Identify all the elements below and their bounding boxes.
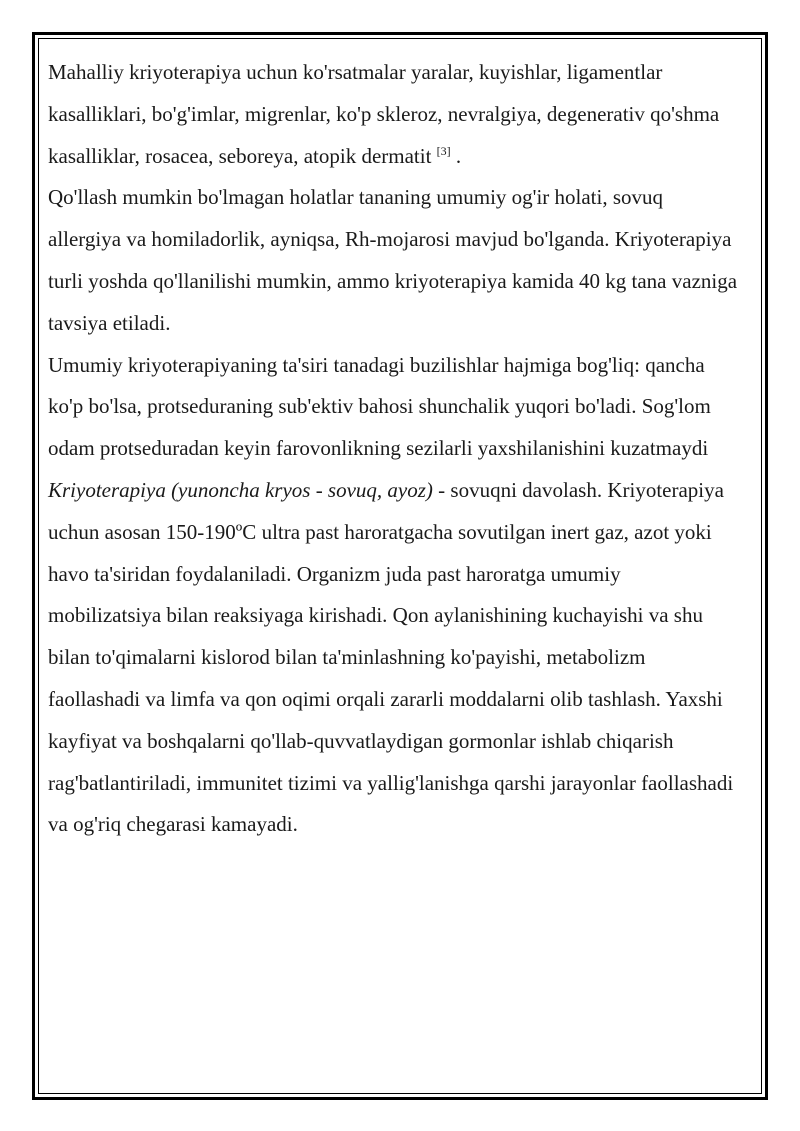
paragraph-contraindications: Qo'llash mumkin bo'lmagan holatlar tananing umumiy og'ir holati, sovuq allergiya va homiladorlik, ayniqsa, Rh-mojarosi mavjud bo'lganda. Kriyoterapiya turli yoshda qo'llanilishi mumkin, ammo kriyoterapiya kamida 40 kg tana vazniga tavsiya etiladi. xyxy=(48,185,738,335)
paragraph-end: . xyxy=(455,143,462,168)
paragraph-general-effect: Umumiy kriyoterapiyaning ta'siri tanadagi buzilishlar hajmiga bog'liq: qancha ko'p bo'lsa, protseduraning sub'ektiv bahosi shunchalik yuqori bo'ladi. Sog'lom odam protseduradan keyin farovonlikning sezilarli yaxshilanishini kuzatmaydi xyxy=(48,352,711,461)
paragraph-indications xyxy=(48,52,738,177)
paragraph-text: Mahalliy kriyoterapiya uchun ko'rsatmalar yaralar, kuyishlar, ligamentlar kasalliklari, bo'g'imlar, migrenlar, ko'p skleroz, nevralgiya, degenerativ qo'shma kasalliklar, rosacea, seboreya, atopik dermatit xyxy=(48,60,720,168)
footnote-reference[interactable]: [3] xyxy=(436,143,451,158)
document-body xyxy=(48,52,738,846)
definition-term: Kriyoterapiya (yunoncha kryos - sovuq, ayoz) xyxy=(48,477,433,502)
definition-text: - sovuqni davolash. Kriyoterapiya uchun asosan 150-190ºC ultra past haroratgacha sovutilgan inert gaz, azot yoki havo ta'siridan foydalaniladi. Organizm juda past haroratga umumiy mobilizatsiya bilan reaksiyaga kirishadi. Qon aylanishining kuchayishi va shu bilan to'qimalarni kislorod bilan ta'minlashning ko'payishi, metabolizm faollashadi va limfa va qon oqimi orqali zararli moddalarni olib tashlash. Yaxshi kayfiyat va boshqalarni qo'llab-quvvatlaydigan gormonlar ishlab chiqarish rag'batlantiriladi, immunitet tizimi va yallig'lanishga qarshi jarayonlar faollashadi va og'riq chegarasi kamayadi. xyxy=(48,477,734,837)
paragraph-definition xyxy=(48,470,738,846)
